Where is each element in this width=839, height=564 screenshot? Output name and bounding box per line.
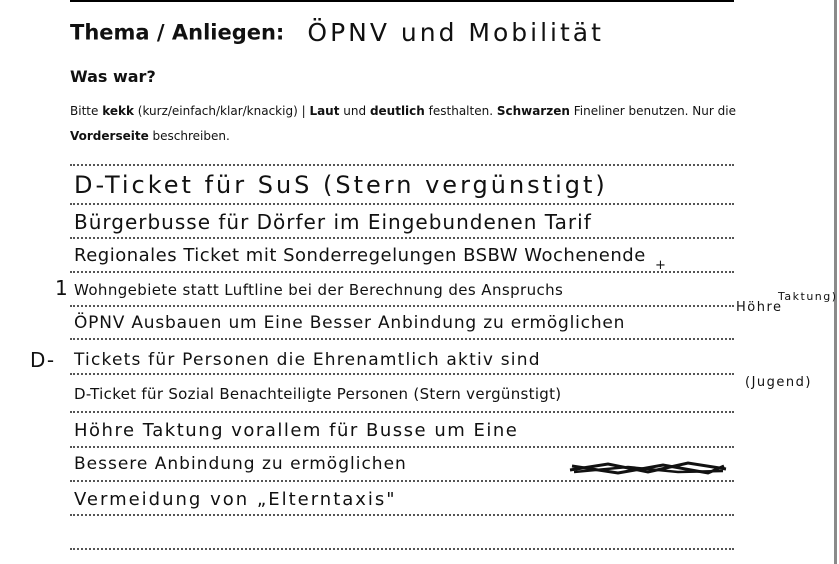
- writing-line: [70, 548, 734, 550]
- margin-note: +: [655, 258, 668, 273]
- writing-line: [70, 237, 734, 239]
- note-line: Höhre Taktung vorallem für Busse um Eine: [74, 420, 519, 441]
- margin-note: Taktung): [778, 290, 838, 303]
- note-line: Wohngebiete statt Luftline bei der Berechnung des Anspruchs: [74, 281, 564, 299]
- instructions-text: Bitte kekk (kurz/einfach/klar/knackig) | Laut und deutlich festhalten. Schwarzen Fineliner benutzen. Nur die Vorderseite beschreiben.: [70, 104, 736, 143]
- writing-line: [70, 164, 734, 166]
- note-line: Vermeidung von „Elterntaxis": [74, 489, 397, 510]
- writing-line: [70, 338, 734, 340]
- topic-handwritten: ÖPNV und Mobilität: [307, 18, 604, 47]
- note-line: Bürgerbusse für Dörfer im Eingebundenen Tarif: [74, 210, 592, 234]
- margin-note: (Jugend): [745, 375, 812, 390]
- writing-line: [70, 411, 734, 413]
- note-line: Tickets für Personen die Ehrenamtlich aktiv sind: [74, 350, 541, 370]
- topic-label: Thema / Anliegen:: [70, 20, 285, 45]
- margin-marker: D-: [30, 348, 56, 372]
- writing-line: [70, 373, 734, 375]
- writing-line: [70, 480, 734, 482]
- writing-line: [70, 271, 734, 273]
- margin-number: 1: [55, 276, 70, 300]
- writing-line: [70, 305, 734, 307]
- note-line: Bessere Anbindung zu ermöglichen: [74, 454, 407, 474]
- top-border-rule: [70, 0, 734, 2]
- writing-line: [70, 514, 734, 516]
- margin-note: Höhre: [736, 300, 783, 315]
- note-line: Regionales Ticket mit Sonderregelungen BSBW Wochenende: [74, 245, 646, 266]
- writing-line: [70, 203, 734, 205]
- topic-row: [70, 18, 604, 47]
- note-line: D-Ticket für SuS (Stern vergünstigt): [74, 171, 608, 199]
- writing-line: [70, 446, 734, 448]
- section-heading: Was war?: [70, 67, 156, 86]
- scribble-strikeout: [568, 460, 728, 476]
- page-edge: [834, 0, 837, 564]
- note-line: ÖPNV Ausbauen um Eine Besser Anbindung zu ermöglichen: [74, 313, 626, 333]
- note-line: D-Ticket für Sozial Benachteiligte Personen (Stern vergünstigt): [74, 385, 562, 403]
